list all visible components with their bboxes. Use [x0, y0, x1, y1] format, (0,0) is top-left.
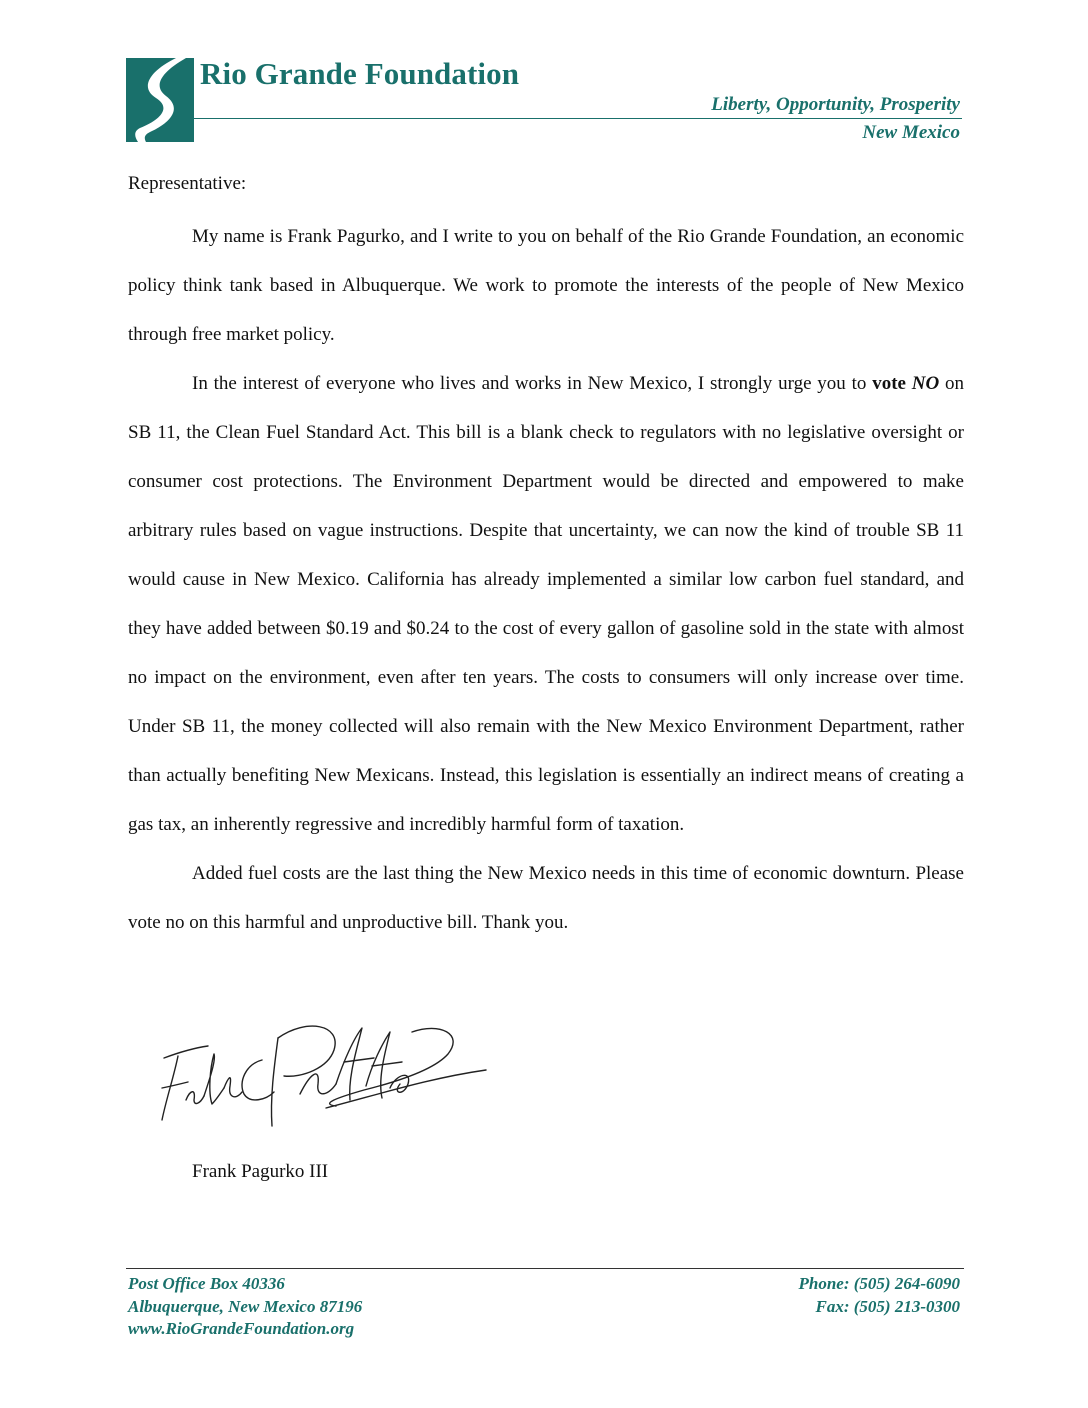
paragraph-intro: My name is Frank Pagurko, and I write to you on behalf of the Rio Grande Foundation, an economic policy think tank based in Albuquerque. We work to promote the interests of the people of New Mexico through free market policy.	[128, 226, 964, 345]
city-line: Albuquerque, New Mexico 87196	[128, 1296, 363, 1316]
fax-number: Fax: (505) 213-0300	[815, 1296, 960, 1316]
no-emphasis: NO	[911, 373, 940, 394]
signer-name: Frank Pagurko III	[192, 1161, 329, 1182]
state-name: New Mexico	[862, 122, 960, 143]
vote-emphasis: vote	[872, 373, 906, 394]
header-divider	[194, 118, 962, 119]
phone-number: Phone: (505) 264-6090	[798, 1274, 960, 1293]
letter-body	[128, 170, 964, 947]
handwritten-signature	[150, 1008, 490, 1132]
tagline: Liberty, Opportunity, Prosperity	[711, 94, 960, 115]
river-logo-icon	[126, 58, 194, 142]
footer-divider	[126, 1268, 964, 1269]
paragraph-argument	[128, 359, 964, 849]
paragraph-argument-intro: In the interest of everyone who lives and works in New Mexico, I strongly urge you to	[192, 373, 867, 394]
po-box: Post Office Box 40336	[128, 1274, 285, 1293]
salutation: Representative:	[128, 173, 247, 194]
website-link[interactable]: www.RioGrandeFoundation.org	[128, 1319, 355, 1338]
paragraph-argument-rest: on SB 11, the Clean Fuel Standard Act. This bill is a blank check to regulators with no legislative oversight or consumer cost protections. The Environment Department would be directed and empowered to make arbitrary rules based on vague instructions. Despite that uncertainty, we can now the kind of trouble SB 11 would cause in New Mexico. California has already implemented a similar low carbon fuel standard, and they have added between $0.19 and $0.24 to the cost of every gallon of gasoline sold in the state with almost no impact on the environment, even after ten years. The costs to consumers will only increase over time. Under SB 11, the money collected will also remain with the New Mexico Environment Department, rather than actually benefiting New Mexicans. Instead, this legislation is essentially an indirect means of creating a gas tax, an inherently regressive and incredibly harmful form of taxation.	[128, 373, 964, 835]
paragraph-closing: Added fuel costs are the last thing the New Mexico needs in this time of economic downturn. Please vote no on this harmful and unproductive bill. Thank you.	[128, 863, 964, 933]
footer-address	[128, 1273, 362, 1341]
footer-contact	[799, 1273, 960, 1318]
organization-name: Rio Grande Foundation	[200, 56, 520, 91]
